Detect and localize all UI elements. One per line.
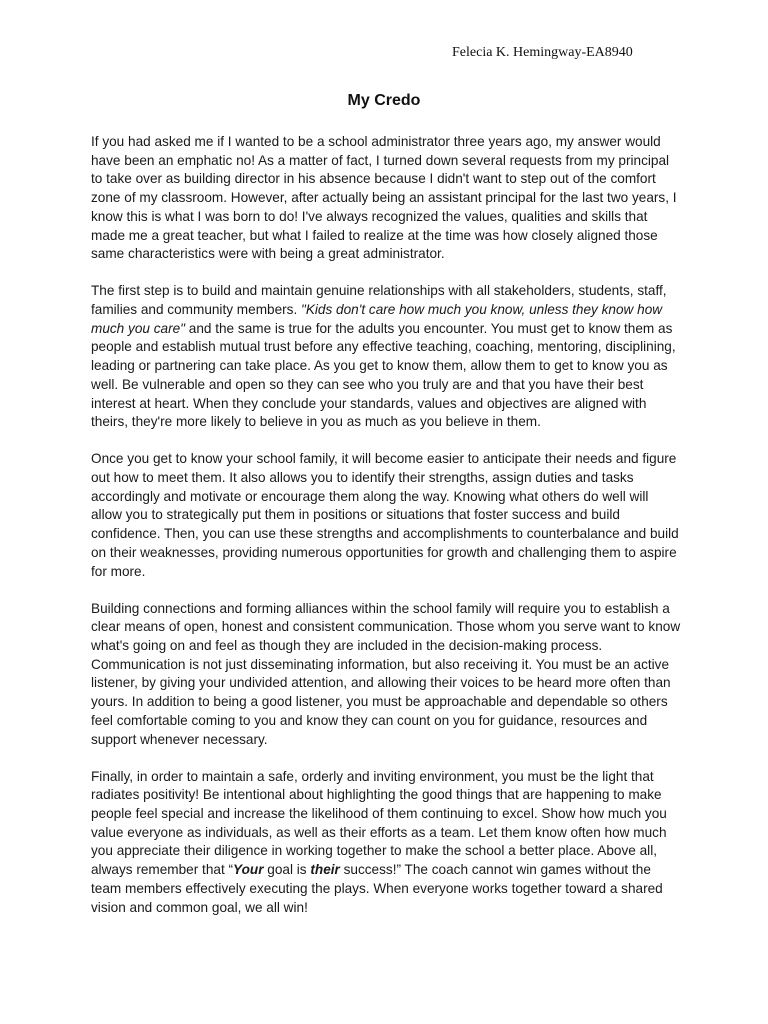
paragraph-3-text: Once you get to know your school family, it will become easier to anticipate their needs and figure out how to meet them. It also allows you to identify their strengths, assign duties and tasks accordingly and motivate or encourage them along the way. Knowing what others do well will allow you to strategically put them in positions or situations that foster success and build confidence. Then, you can use these strengths and accomplishments to counterbalance and build on their weaknesses, providing numerous opportunities for growth and challenging them to aspire for more. bbox=[91, 451, 679, 579]
paragraph-4 bbox=[91, 600, 681, 750]
paragraph-5 bbox=[91, 768, 681, 918]
paragraph-5-emphasis-your: Your bbox=[233, 862, 264, 878]
paragraph-1-text: If you had asked me if I wanted to be a school administrator three years ago, my answer would have been an emphatic no! As a matter of fact, I turned down several requests from my principal to take over as building director in his absence because I didn't want to step out of the comfort zone of my classroom. However, after actually being an assistant principal for the last two years, I know this is what I was born to do! I've always recognized the values, qualities and skills that made me a great teacher, but what I failed to realize at the time was how closely aligned those same characteristics were with being a great administrator. bbox=[91, 134, 677, 262]
document-body bbox=[91, 133, 681, 936]
paragraph-1 bbox=[91, 133, 681, 264]
page-title: My Credo bbox=[347, 92, 421, 109]
paragraph-5-text-end: success!” The coach cannot win games without the team members effectively executing the plays. When everyone works together toward a shared vision and common goal, we all win! bbox=[91, 862, 663, 915]
paragraph-5-text-mid: goal is bbox=[263, 862, 311, 878]
author-header: Felecia K. Hemingway-EA8940 bbox=[452, 45, 633, 60]
paragraph-5-emphasis-their: their bbox=[310, 862, 340, 878]
paragraph-5-text-start: Finally, in order to maintain a safe, orderly and inviting environment, you must be the light that radiates positivity! Be intentional about highlighting the good things that are happening to make people feel special and increase the likelihood of them continuing to excel. Show how much you value everyone as individuals, as well as their efforts as a team. Let them know often how much you appreciate their diligence in working together to make the school a better place. Above all, always remember that “ bbox=[91, 768, 667, 878]
paragraph-2-text-end: and the same is true for the adults you encounter. You must get to know them as people and establish mutual trust before any effective teaching, coaching, mentoring, disciplining, leading or partnering can take place. As you get to know them, allow them to get to know you as well. Be vulnerable and open so they can see who you truly are and that you have their best interest at heart. When they conclude your standards, values and objectives are aligned with theirs, they're more likely to believe in you as much as you believe in them. bbox=[91, 320, 676, 430]
paragraph-3 bbox=[91, 450, 681, 581]
paragraph-2-quote: "Kids don't care how much you know, unless they know how much you care" bbox=[91, 302, 663, 336]
paragraph-4-text: Building connections and forming alliances within the school family will require you to establish a clear means of open, honest and consistent communication. Those whom you serve want to know what's going on and feel as though they are included in the decision-making process. Communication is not just disseminating information, but also receiving it. You must be an active listener, by giving your undivided attention, and allowing their voices to be heard more often than yours. In addition to being a good listener, you must be approachable and dependable so others feel comfortable coming to you and know they can count on you for guidance, resources and support whenever necessary. bbox=[91, 600, 681, 747]
paragraph-2-text-start: The first step is to build and maintain genuine relationships with all stakeholders, students, staff, families and community members. bbox=[91, 283, 667, 318]
paragraph-2 bbox=[91, 282, 681, 432]
